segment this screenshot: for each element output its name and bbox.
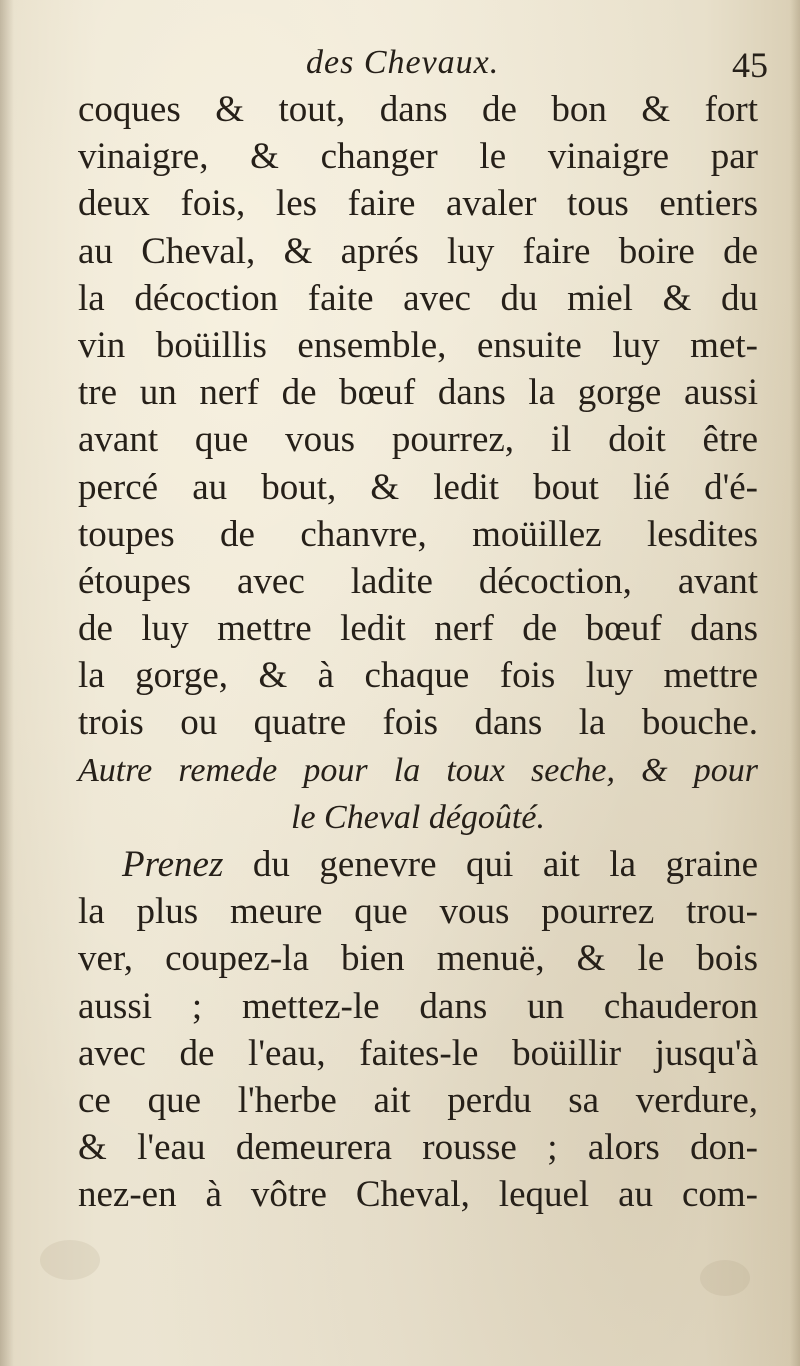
first-line-rest: du genevre qui ait la graine: [252, 844, 759, 885]
text-line: au Cheval, & aprés luy faire boire de: [78, 230, 758, 272]
spine-shadow: [0, 0, 14, 1366]
page-edge-shadow: [790, 0, 800, 1366]
text-line: vin boüillis ensemble, ensuite luy met-: [78, 324, 758, 366]
text-line: nez-en à vôtre Cheval, lequel au com-: [78, 1174, 758, 1216]
text-line: avant que vous pourrez, il doit être: [78, 419, 758, 461]
section-title-line: Autre remede pour la toux seche, & pour: [78, 751, 758, 789]
text-line: la plus meure que vous pourrez trou-: [78, 891, 758, 933]
running-head: des Chevaux.: [306, 44, 500, 81]
text-line: avec de l'eau, faites-le boüillir jusqu'à: [78, 1032, 758, 1074]
text-line: vinaigre, & changer le vinaigre par: [78, 136, 758, 178]
text-line: [78, 841, 758, 888]
text-line: toupes de chanvre, moüillez lesdites: [78, 513, 758, 555]
page-number: 45: [732, 45, 768, 85]
text-line: de luy mettre ledit nerf de bœuf dans: [78, 608, 758, 650]
text-line: trois ou quatre fois dans la bouche.: [78, 702, 758, 744]
text-line: coques & tout, dans de bon & fort: [78, 89, 758, 130]
text-line: ver, coupez-la bien menuë, & le bois: [78, 938, 758, 980]
text-line: aussi ; mettez-le dans un chauderon: [78, 985, 758, 1027]
text-line: étoupes avec ladite décoction, avant: [78, 560, 758, 602]
paper-stain: [700, 1260, 750, 1296]
text-line: la décoction faite avec du miel & du: [78, 277, 758, 319]
text-line: tre un nerf de bœuf dans la gorge aussi: [78, 372, 758, 414]
paper-stain: [40, 1240, 100, 1280]
section-title-line: le Cheval dégoûté.: [291, 798, 545, 836]
text-line: la gorge, & à chaque fois luy mettre: [78, 655, 758, 697]
text-line: ce que l'herbe ait perdu sa verdure,: [78, 1079, 758, 1121]
text-line: deux fois, les faire avaler tous entiers: [78, 183, 758, 225]
lead-word: Prenez: [122, 844, 224, 885]
page-text: [78, 86, 758, 1219]
text-line: & l'eau demeurera rousse ; alors don-: [78, 1127, 758, 1169]
text-line: percé au bout, & ledit bout lié d'é-: [78, 466, 758, 508]
